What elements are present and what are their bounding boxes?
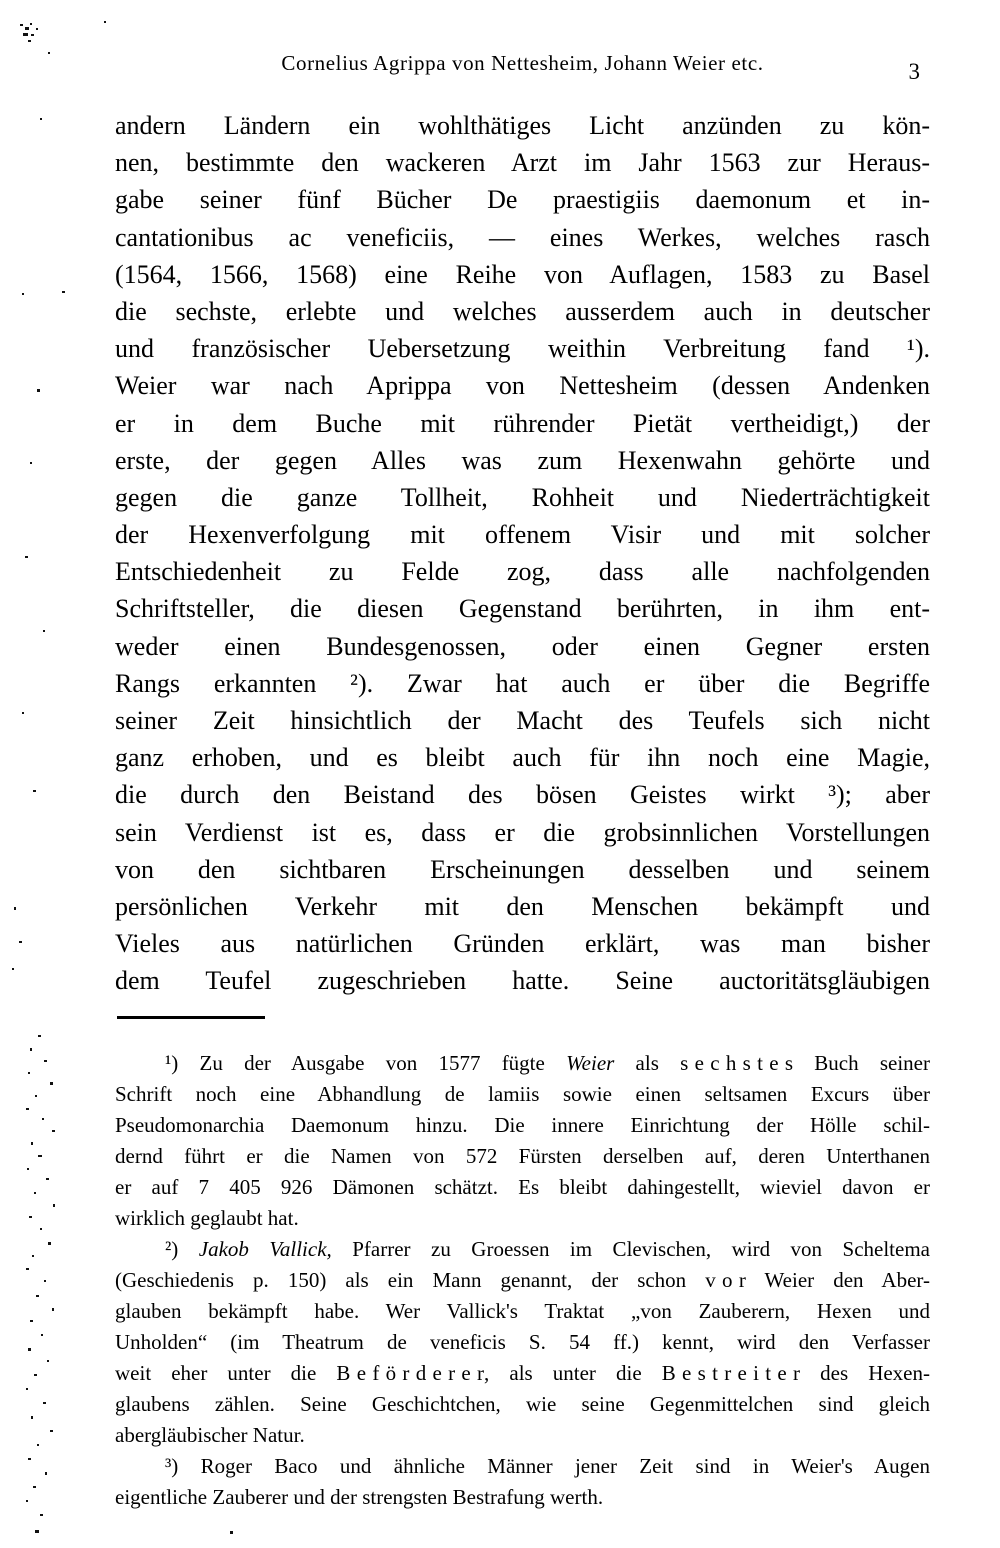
body-line: erste, der gegen Alles was zum Hexenwahn gehörte und [115, 445, 930, 475]
body-line: gabe seiner fünf Bücher De praestigiis daemonum et in- [115, 185, 930, 215]
footnote-emphasis: Beförderer [336, 1361, 491, 1385]
body-line: Schriftsteller, die diesen Gegenstand berührten, in ihm ent- [115, 594, 930, 624]
footnote-emphasis: Bestreiter [661, 1361, 807, 1385]
body-line: die sechste, erlebte und welches ausserdem auch in deutscher [115, 296, 930, 326]
footnote-line: glaubens zählen. Seine Geschichtchen, wie seine Gegenmittelchen sind gleich [115, 1392, 930, 1416]
footnote-line: ³) Roger Baco und ähnliche Männer jener Zeit sind in Weier's Augen [165, 1454, 930, 1478]
body-line: andern Ländern ein wohlthätiges Licht anzünden zu kön- [115, 111, 930, 140]
body-line: weder einen Bundesgenossen, oder einen Gegner ersten [115, 631, 930, 661]
footnote-line: Schrift noch eine Abhandlung de lamiis sowie einen seltsamen Excurs über [115, 1082, 930, 1106]
footnote-emphasis: vor [705, 1268, 753, 1292]
footnote-text-segment: des Hexen- [800, 1361, 930, 1385]
footnote-line [115, 1048, 930, 1079]
footnote-line [115, 1265, 930, 1296]
body-line: dem Teufel zugeschrieben hatte. Seine auctoritätsgläubigen [115, 966, 930, 996]
footnote-text-segment: weit eher unter die [115, 1361, 337, 1385]
body-line: der Hexenverfolgung mit offenem Visir und mit solcher [115, 520, 930, 550]
body-line: gegen die ganze Tollheit, Rohheit und Niederträchtigkeit [115, 482, 930, 512]
footnote-line [115, 1358, 930, 1389]
page-header [115, 50, 930, 84]
body-line: seiner Zeit hinsichtlich der Macht des Teufels sich nicht [115, 706, 930, 735]
footnote-text-segment: Buch seiner [793, 1051, 930, 1075]
footnote-text-segment: ²) [165, 1237, 199, 1261]
body-line: ganz erhoben, und es bleibt auch für ihn noch eine Magie, [115, 743, 930, 773]
footnote-line: glauben bekämpft habe. Wer Vallick's Traktat „von Zauberern, Hexen und [115, 1299, 930, 1323]
page-number: 3 [908, 59, 920, 84]
body-line: Vieles aus natürlichen Gründen erklärt, was man bisher [115, 929, 930, 959]
footnote-text-segment: , als unter die [484, 1361, 662, 1385]
body-line: er in dem Buche mit rührender Pietät vertheidigt,) der [115, 408, 930, 438]
footnote-text-segment: ¹) Zu der Ausgabe von 1577 fügte [165, 1051, 567, 1075]
footnote-emphasis: sechstes [680, 1051, 800, 1075]
footnote-line: Unholden“ (im Theatrum de veneficis S. 54 ff.) kennt, wird den Verfasser [115, 1330, 930, 1354]
body-line: (1564, 1566, 1568) eine Reihe von Auflagen, 1583 zu Basel [115, 259, 930, 289]
body-line: und französischer Uebersetzung weithin Verbreitung fand ¹). [115, 334, 930, 364]
footnote-italic-name: Jakob Vallick, [198, 1237, 332, 1261]
body-line: von den sichtbaren Erscheinungen desselben und seinem [115, 854, 930, 884]
footnote-separator-rule [117, 1016, 265, 1019]
footnote-text-segment: Pfarrer zu Groessen im Clevischen, wird von Scheltema [331, 1237, 930, 1261]
footnote-italic-name: Weier [566, 1051, 615, 1075]
body-line: sein Verdienst ist es, dass er die grobsinnlichen Vorstellungen [115, 817, 930, 847]
footnote-line: er auf 7 405 926 Dämonen schätzt. Es bleibt dahingestellt, wieviel davon er [115, 1175, 930, 1199]
footnote-text-segment: (Geschiedenis p. 150) als ein Mann genannt, der schon [115, 1268, 706, 1292]
body-line: die durch den Beistand des bösen Geistes wirkt ³); aber [115, 780, 930, 810]
body-line: nen, bestimmte den wackeren Arzt im Jahr 1563 zur Heraus- [115, 148, 930, 178]
footnote-line: wirklich geglaubt hat. [115, 1206, 299, 1230]
footnote-text-segment: Weier den Aber- [745, 1268, 930, 1292]
footnote-line: dernd führt er die Namen von 572 Fürsten derselben auf, deren Unterthanen [115, 1144, 930, 1168]
main-text-block [115, 107, 930, 1000]
body-line: Entschiedenheit zu Felde zog, dass alle nachfolgenden [115, 557, 930, 587]
body-line: persönlichen Verkehr mit den Menschen bekämpft und [115, 891, 930, 921]
footnote-line: abergläubischer Natur. [115, 1423, 305, 1447]
body-line: Weier war nach Aprippa von Nettesheim (dessen Andenken [115, 371, 930, 401]
footnote-line: eigentliche Zauberer und der strengsten Bestrafung werth. [115, 1485, 604, 1509]
body-line: cantationibus ac veneficiis, — eines Werkes, welches rasch [115, 222, 930, 252]
footnote-text-segment: als [614, 1051, 681, 1075]
footnote-line: Pseudomonarchia Daemonum hinzu. Die innere Einrichtung der Hölle schil- [115, 1113, 930, 1137]
running-title: Cornelius Agrippa von Nettesheim, Johann Weier etc. [281, 51, 764, 75]
body-line: Rangs erkannten ²). Zwar hat auch er über die Begriffe [115, 668, 930, 698]
footnote-line [115, 1234, 930, 1265]
footnotes-block [115, 1048, 930, 1513]
